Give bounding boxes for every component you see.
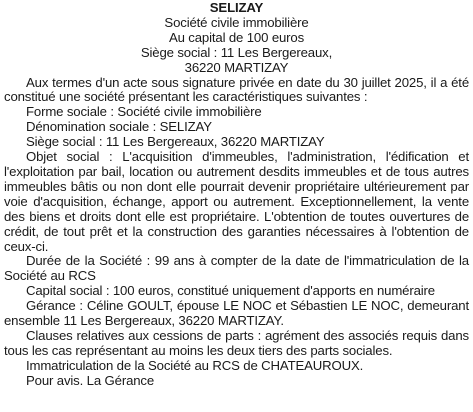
clauses-paragraph: Clauses relatives aux cessions de parts : agrément des associés requis dans tous les cas représentant au moins les deux tiers des parts sociales.	[4, 327, 469, 358]
signature-line: Pour avis. La Gérance	[26, 372, 155, 388]
immatriculation-paragraph: Immatriculation de la Société au RCS de CHATEAUROUX.	[26, 357, 364, 373]
header-address-city: 36220 MARTIZAY	[184, 59, 289, 75]
intro-paragraph: Aux termes d'un acte sous signature privée en date du 30 juillet 2025, il a été constitué une société présentant les caractéristiques suivantes :	[4, 74, 469, 105]
header-address-street: Siège social : 11 Les Bergereaux,	[140, 44, 333, 60]
objet-social-paragraph: Objet social : L'acquisition d'immeubles, l'administration, l'édification et l'exploitation par bail, location ou autrement desdits immeubles et de tous autres immeubles bâtis ou non dont elle pourrait devenir propriétaire ultérieurement par voie d'acquisition, échange, apport ou autrement. Exceptionnellement, la vente des biens et droits dont elle est propriétaire. L'obtention de toutes ouvertures de crédit, de tout prêt et la construction des garanties nécessaires à l'obtention de ceux-ci.	[4, 149, 469, 254]
header-capital: Au capital de 100 euros	[168, 29, 305, 45]
duree-paragraph: Durée de la Société : 99 ans à compter de la date de l'immatriculation de la Société au RCS	[4, 253, 469, 284]
capital-paragraph: Capital social : 100 euros, constitué uniquement d'apports en numéraire	[26, 283, 435, 299]
siege-social: Siège social : 11 Les Bergereaux, 36220 MARTIZAY	[26, 134, 325, 150]
forme-sociale: Forme sociale : Société civile immobilière	[26, 104, 262, 120]
company-name-title: SELIZAY	[209, 0, 264, 15]
denomination-sociale: Dénomination sociale : SELIZAY	[26, 119, 212, 135]
gerance-paragraph: Gérance : Céline GOULT, épouse LE NOC et Sébastien LE NOC, demeurant ensemble 11 Les Bergereaux, 36220 MARTIZAY.	[4, 298, 469, 329]
header-company-type: Société civile immobilière	[164, 14, 309, 30]
